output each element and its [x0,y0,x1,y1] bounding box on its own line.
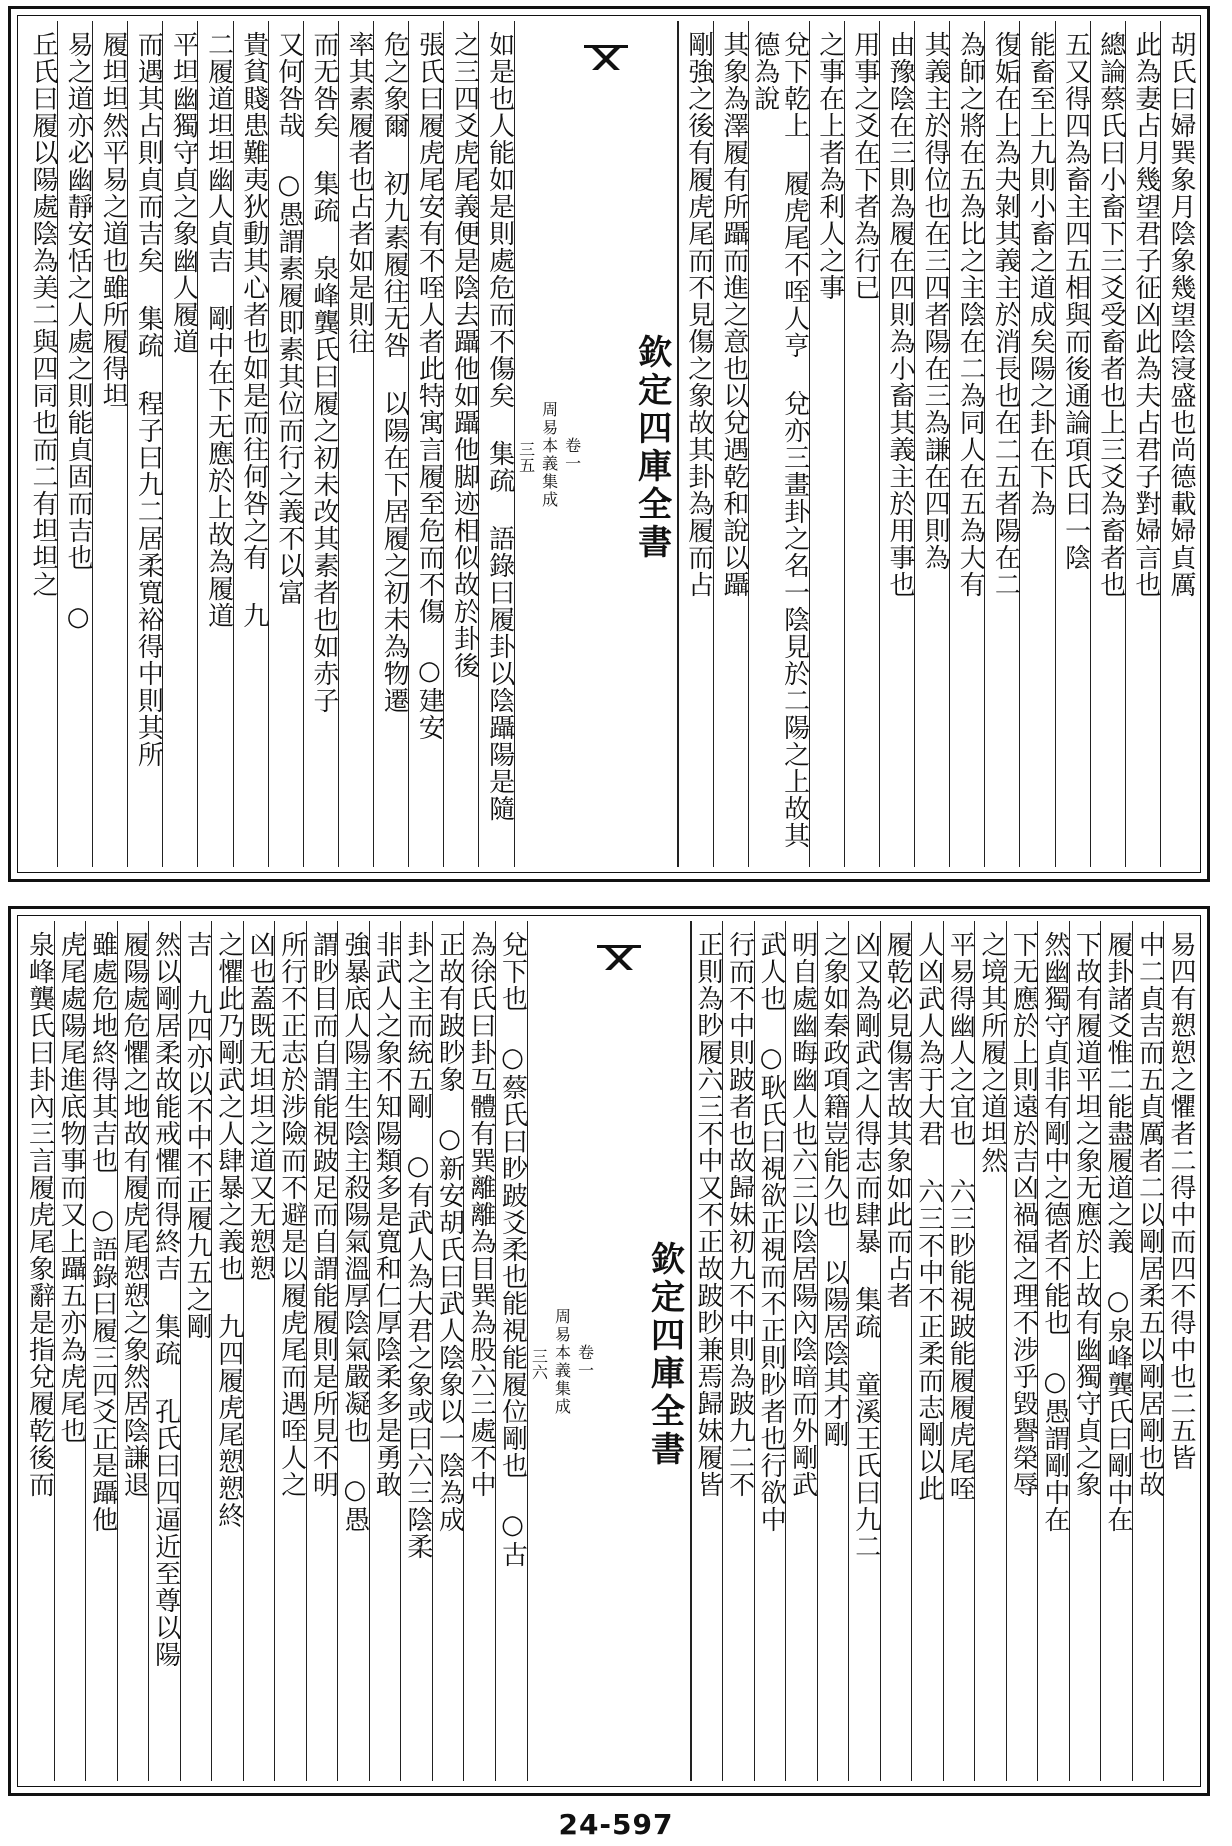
bottom-text-column: 下故有履道平坦之象无應於上故有幽獨守貞之象 [1069,921,1101,1781]
bottom-text-column: 然以剛居柔故能戒懼而得終吉 集疏 孔氏曰四逼近至尊以陽 [148,921,180,1781]
bottom-text-column: 易四有愬愬之懼者二得中而四不得中也二五皆 [1163,921,1195,1781]
top-text-column: 剛強之後有履虎尾而不見傷之象故其卦為履而占 [678,21,713,867]
bottom-text-column: 謂眇目而自謂能視跛足而自謂能履則是所見不明 [306,921,338,1781]
top-text-column: 而遇其占則貞而吉矣 集疏 程子曰九二居柔寬裕得中則其所 [127,21,162,867]
bottom-text-column: 平易得幽人之宜也 六三眇能視跛能履履虎尾咥 [943,921,975,1781]
upper-text-columns [23,21,1195,867]
bottom-text-column: 凶也蓋既无坦坦之道又无愬愬 [243,921,275,1781]
bottom-text-column: 非武人之象不知陽類多是寬和仁厚陰柔多是勇敢 [369,921,401,1781]
top-text-column: 率其素履者也占者如是則往 [338,21,373,867]
top-text-column: 危之象爾 初九素履往无咎 以陽在下居履之初未為物遷 [373,21,408,867]
top-text-column: 用事之爻在下者為行已 [844,21,879,867]
bottom-text-column: 然幽獨守貞非有剛中之德者不能也 ○愚謂剛中在 [1037,921,1069,1781]
bottom-text-column: 凶又為剛武之人得志而肆暴 集疏 童溪王氏曰九二 [848,921,880,1781]
bottom-text-column: 行而不中則跛者也故歸妹初九不中則為跛九二不 [722,921,754,1781]
leaf-number: 三六 [529,1348,549,1380]
top-text-column: 五又得四為畜主四五相與而後通論項氏曰一陰 [1055,21,1090,867]
bottom-text-column: 之懼此乃剛武之人肆暴之義也 九四履虎尾愬愬終 [211,921,243,1781]
bottom-text-column: 履陽處危懼之地故有履虎尾愬愬之象然居陰謙退 [117,921,149,1781]
top-text-column: 而无咎矣 集疏 泉峰龔氏曰履之初未改其素者也如赤子 [303,21,338,867]
top-text-column: 之三四爻虎尾義便是陰去躡他如躡他脚迹相似故於卦後 [443,21,478,867]
top-text-column: 平坦幽獨守貞之象幽人履道 [162,21,197,867]
bottom-text-column: 虎尾處陽尾進底物事而又上躡五亦為虎尾也 [54,921,86,1781]
book-title: 欽定四庫全書 [644,1241,685,1469]
volume-label: 卷一 [562,437,582,473]
bottom-text-column: 武人也 ○耿氏曰視欲正視而不正則眇者也行欲中 [754,921,786,1781]
bottom-text-column: 正故有跛眇象 ○新安胡氏曰武人陰象以一陰為成 [432,921,464,1781]
work-label: 周易本義集成 [552,1308,572,1416]
top-text-column: 貴貧賤患難夷狄動其心者也如是而往何咎之有 九 [233,21,268,867]
fishtail-mark-icon [584,45,628,70]
bottom-text-column: 為徐氏曰卦互體有巽離離為目巽為股六三處不中 [463,921,495,1781]
top-text-column: 之事在上者為利人之事 [809,21,844,867]
bottom-text-column: 履卦諸爻惟二能盡履道之義 ○泉峰龔氏曰剛中在 [1100,921,1132,1781]
bottom-text-column: 所行不正志於涉險而不避是以履虎尾而遇咥人之 [274,921,306,1781]
top-text-column: 為師之將在五為比之主陰在二為同人在五為大有 [949,21,984,867]
top-text-column: 易之道亦必幽靜安恬之人處之則能貞固而吉也 ○ [57,21,92,867]
page-number: 24-597 [558,1808,674,1841]
bottom-center-margin [527,921,691,1781]
bottom-text-column: 強暴底人陽主生陰主殺陽氣溫厚陰氣嚴凝也 ○愚 [337,921,369,1781]
fishtail-mark-icon [597,945,641,970]
top-text-column: 二履道坦坦幽人貞吉 剛中在下无應於上故為履道 [197,21,232,867]
top-text-column: 其義主於得位也在三四者陽在三為謙在四則為 [914,21,949,867]
top-text-column: 張氏曰履虎尾安有不咥人者此特寓言履至危而不傷 ○建安 [408,21,443,867]
top-text-column: 又何咎哉 ○愚謂素履即素其位而行之義不以富 [268,21,303,867]
bottom-text-column: 下无應於上則遠於吉凶禍福之理不涉乎毀譽榮辱 [1006,921,1038,1781]
top-text-column: 其象為澤履有所躡而進之意也以兌遇乾和說以躡 [713,21,748,867]
bottom-text-column: 正則為眇履六三不中又不正故跛眇兼焉歸妹履皆 [691,921,723,1781]
lower-woodblock-panel [8,906,1210,1796]
top-text-column: 如是也人能如是則處危而不傷矣 集疏 語錄曰履卦以陰躡陽是隨 [478,21,513,867]
top-text-column: 此為妻占月幾望君子征凶此為夫占君子對婦言也 [1125,21,1160,867]
book-title: 欽定四庫全書 [631,334,672,562]
bottom-text-column: 之象如秦政項籍豈能久也 以陽居陰其才剛 [817,921,849,1781]
upper-woodblock-panel [8,6,1210,882]
bottom-text-column: 之境其所履之道坦然 [974,921,1006,1781]
leaf-number: 三五 [516,441,536,473]
bottom-text-column: 人凶武人為于大君 六三不中不正柔而志剛以此 [911,921,943,1781]
volume-label: 卷一 [575,1344,595,1380]
bottom-text-column: 中二貞吉而五貞厲者二以剛居柔五以剛居剛也故 [1132,921,1164,1781]
bottom-text-column: 明自處幽晦幽人也六三以陰居陽內陰暗而外剛武 [785,921,817,1781]
top-text-column: 履坦坦然平易之道也雖所履得坦 [92,21,127,867]
top-text-column: 復姤在上為夬剝其義主於消長也在二五者陽在二 [984,21,1019,867]
top-text-column: 總論蔡氏曰小畜下三爻受畜者也上三爻為畜者也 [1090,21,1125,867]
lower-text-columns [23,921,1195,1781]
bottom-text-column: 雖處危地終得其吉也 ○語錄曰履三四爻正是躡他 [85,921,117,1781]
bottom-text-column: 吉 九四亦以不中不正履九五之剛 [180,921,212,1781]
bottom-text-column: 卦之主而統五剛 ○有武人為大君之象或曰六三陰柔 [400,921,432,1781]
top-text-column: 兌下乾上 履虎尾不咥人亨 兌亦三畫卦之名一陰見於二陽之上故其德為說 [748,21,809,867]
top-text-column: 胡氏曰婦巽象月陰象幾望陰寖盛也尚德載婦貞厲 [1160,21,1195,867]
top-text-column: 能畜至上九則小畜之道成矣陽之卦在下為 [1019,21,1054,867]
bottom-text-column: 泉峰龔氏曰卦內三言履虎尾象辭是指兌履乾後而 [24,931,55,1498]
top-text-column: 由豫陰在三則為履在四則為小畜其義主於用事也 [879,21,914,867]
top-text-column: 丘氏曰履以陽處陰為美二與四同也而二有坦坦之 [27,31,58,598]
work-label: 周易本義集成 [539,401,559,509]
bottom-text-column: 履乾必見傷害故其象如此而占者 [880,921,912,1781]
top-center-margin [514,21,678,867]
bottom-text-column: 兌下也 ○蔡氏曰眇跛爻柔也能視能履位剛也 ○古 [495,921,527,1781]
